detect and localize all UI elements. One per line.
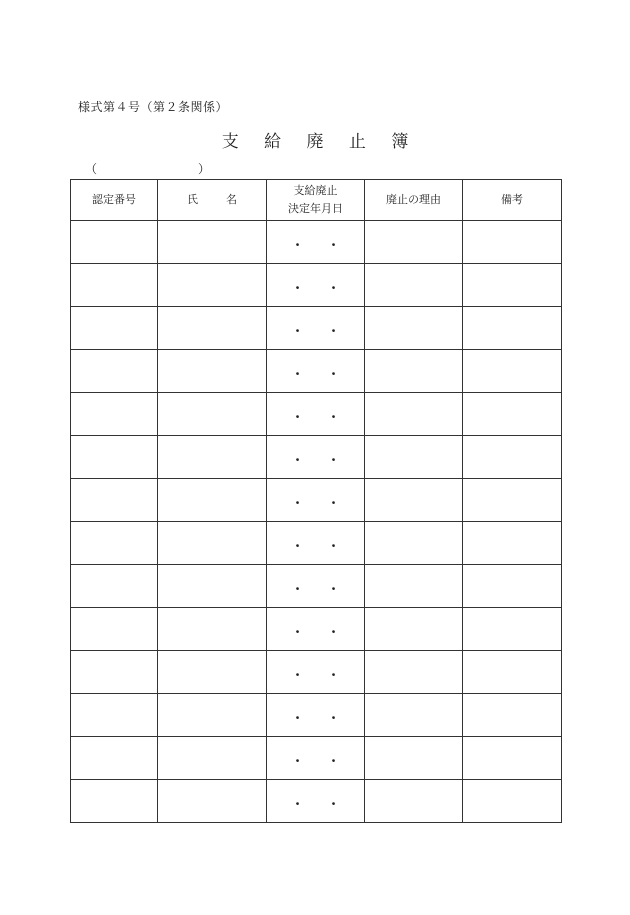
decision-date-cell[interactable] [267,479,365,522]
table-row [71,737,562,780]
date-separator-dots [292,451,340,468]
date-dot: ・ [327,323,340,338]
name-cell[interactable] [158,393,267,436]
table-row [71,565,562,608]
date-dot: ・ [327,624,340,639]
title-char: 簿 [391,132,409,152]
form-number-label: 様式第４号（第２条関係） [78,100,229,114]
cert-number-cell[interactable] [71,436,158,479]
reason-cell[interactable] [365,522,463,565]
table-row [71,522,562,565]
date-separator-dots [292,322,340,339]
reason-cell[interactable] [365,737,463,780]
name-cell[interactable] [158,737,267,780]
date-dot: ・ [291,710,304,725]
date-dot: ・ [327,796,340,811]
table-row [71,651,562,694]
cert-number-cell[interactable] [71,479,158,522]
cert-number-cell[interactable] [71,608,158,651]
decision-date-cell[interactable] [267,565,365,608]
reason-cell[interactable] [365,350,463,393]
table-row [71,307,562,350]
cert-number-cell[interactable] [71,221,158,264]
table-row [71,221,562,264]
cert-number-cell[interactable] [71,565,158,608]
date-dot: ・ [327,538,340,553]
reason-cell[interactable] [365,307,463,350]
decision-date-cell[interactable] [267,694,365,737]
remarks-cell[interactable] [463,651,562,694]
page-title [0,127,630,152]
date-dot: ・ [291,280,304,295]
header-name [158,180,267,221]
decision-date-cell[interactable] [267,350,365,393]
header-reason: 廃止の理由 [365,180,463,221]
date-separator-dots [292,236,340,253]
decision-date-cell[interactable] [267,780,365,823]
remarks-cell[interactable] [463,694,562,737]
date-dot: ・ [327,581,340,596]
reason-cell[interactable] [365,565,463,608]
date-dot: ・ [291,581,304,596]
decision-date-cell[interactable] [267,393,365,436]
reason-cell[interactable] [365,436,463,479]
date-separator-dots [292,623,340,640]
date-dot: ・ [327,667,340,682]
date-separator-dots [292,795,340,812]
date-separator-dots [292,408,340,425]
remarks-cell[interactable] [463,522,562,565]
remarks-cell[interactable] [463,221,562,264]
title-char: 給 [264,132,282,152]
decision-date-cell[interactable] [267,264,365,307]
reason-cell[interactable] [365,694,463,737]
date-dot: ・ [291,495,304,510]
cert-number-cell[interactable] [71,393,158,436]
name-cell[interactable] [158,264,267,307]
reason-cell[interactable] [365,221,463,264]
date-dot: ・ [291,409,304,424]
date-dot: ・ [291,323,304,338]
name-cell[interactable] [158,651,267,694]
table-row [71,264,562,307]
cert-number-cell[interactable] [71,350,158,393]
title-char: 廃 [306,132,324,152]
title-char: 支 [221,132,239,152]
header-decision-line: 支給廃止 [293,184,338,197]
table-row [71,780,562,823]
date-dot: ・ [291,538,304,553]
date-separator-dots [292,580,340,597]
date-dot: ・ [327,753,340,768]
date-dot: ・ [291,237,304,252]
decision-date-cell[interactable] [267,737,365,780]
date-dot: ・ [291,624,304,639]
date-dot: ・ [327,452,340,467]
name-cell[interactable] [158,436,267,479]
cert-number-cell[interactable] [71,737,158,780]
date-separator-dots [292,494,340,511]
date-separator-dots [292,752,340,769]
header-decision-date [267,180,365,221]
remarks-cell[interactable] [463,479,562,522]
date-dot: ・ [291,366,304,381]
decision-date-cell[interactable] [267,436,365,479]
reason-cell[interactable] [365,651,463,694]
decision-date-cell[interactable] [267,608,365,651]
remarks-cell[interactable] [463,608,562,651]
table-row [71,436,562,479]
cert-number-cell[interactable] [71,264,158,307]
date-separator-dots [292,365,340,382]
header-name-part: 名 [226,193,237,206]
cert-number-cell[interactable] [71,780,158,823]
remarks-cell[interactable] [463,780,562,823]
name-cell[interactable] [158,307,267,350]
name-cell[interactable] [158,565,267,608]
reason-cell[interactable] [365,608,463,651]
date-separator-dots [292,666,340,683]
decision-date-cell[interactable] [267,522,365,565]
reason-cell[interactable] [365,264,463,307]
reason-cell[interactable] [365,780,463,823]
date-dot: ・ [327,237,340,252]
name-cell[interactable] [158,221,267,264]
date-dot: ・ [327,280,340,295]
name-cell[interactable] [158,780,267,823]
table-row [71,393,562,436]
date-dot: ・ [327,366,340,381]
date-dot: ・ [327,495,340,510]
remarks-cell[interactable] [463,307,562,350]
date-separator-dots [292,279,340,296]
cert-number-cell[interactable] [71,307,158,350]
date-dot: ・ [327,409,340,424]
date-dot: ・ [291,667,304,682]
title-char: 止 [348,132,366,152]
reason-cell[interactable] [365,479,463,522]
remarks-cell[interactable] [463,393,562,436]
decision-date-cell[interactable] [267,307,365,350]
remarks-cell[interactable] [463,264,562,307]
cert-number-cell[interactable] [71,694,158,737]
table-header-row [71,180,562,221]
name-cell[interactable] [158,479,267,522]
date-dot: ・ [291,796,304,811]
remarks-cell[interactable] [463,436,562,479]
name-cell[interactable] [158,350,267,393]
header-name-part: 氏 [187,193,198,206]
decision-date-cell[interactable] [267,651,365,694]
header-cert-number: 認定番号 [71,180,158,221]
date-separator-dots [292,709,340,726]
cert-number-cell[interactable] [71,651,158,694]
header-remarks: 備考 [463,180,562,221]
remarks-cell[interactable] [463,565,562,608]
name-cell[interactable] [158,522,267,565]
name-cell[interactable] [158,694,267,737]
name-cell[interactable] [158,608,267,651]
register-table [70,179,562,823]
header-decision-line: 決定年月日 [288,202,343,215]
date-dot: ・ [291,452,304,467]
date-dot: ・ [291,753,304,768]
remarks-cell[interactable] [463,350,562,393]
date-dot: ・ [327,710,340,725]
table-row [71,608,562,651]
remarks-cell[interactable] [463,737,562,780]
subtitle-parenthesis-field[interactable] [85,160,210,177]
open-paren: （ [85,162,98,176]
date-separator-dots [292,537,340,554]
table-row [71,350,562,393]
reason-cell[interactable] [365,393,463,436]
table-row [71,694,562,737]
table-row [71,479,562,522]
close-paren: ） [197,162,210,176]
cert-number-cell[interactable] [71,522,158,565]
decision-date-cell[interactable] [267,221,365,264]
